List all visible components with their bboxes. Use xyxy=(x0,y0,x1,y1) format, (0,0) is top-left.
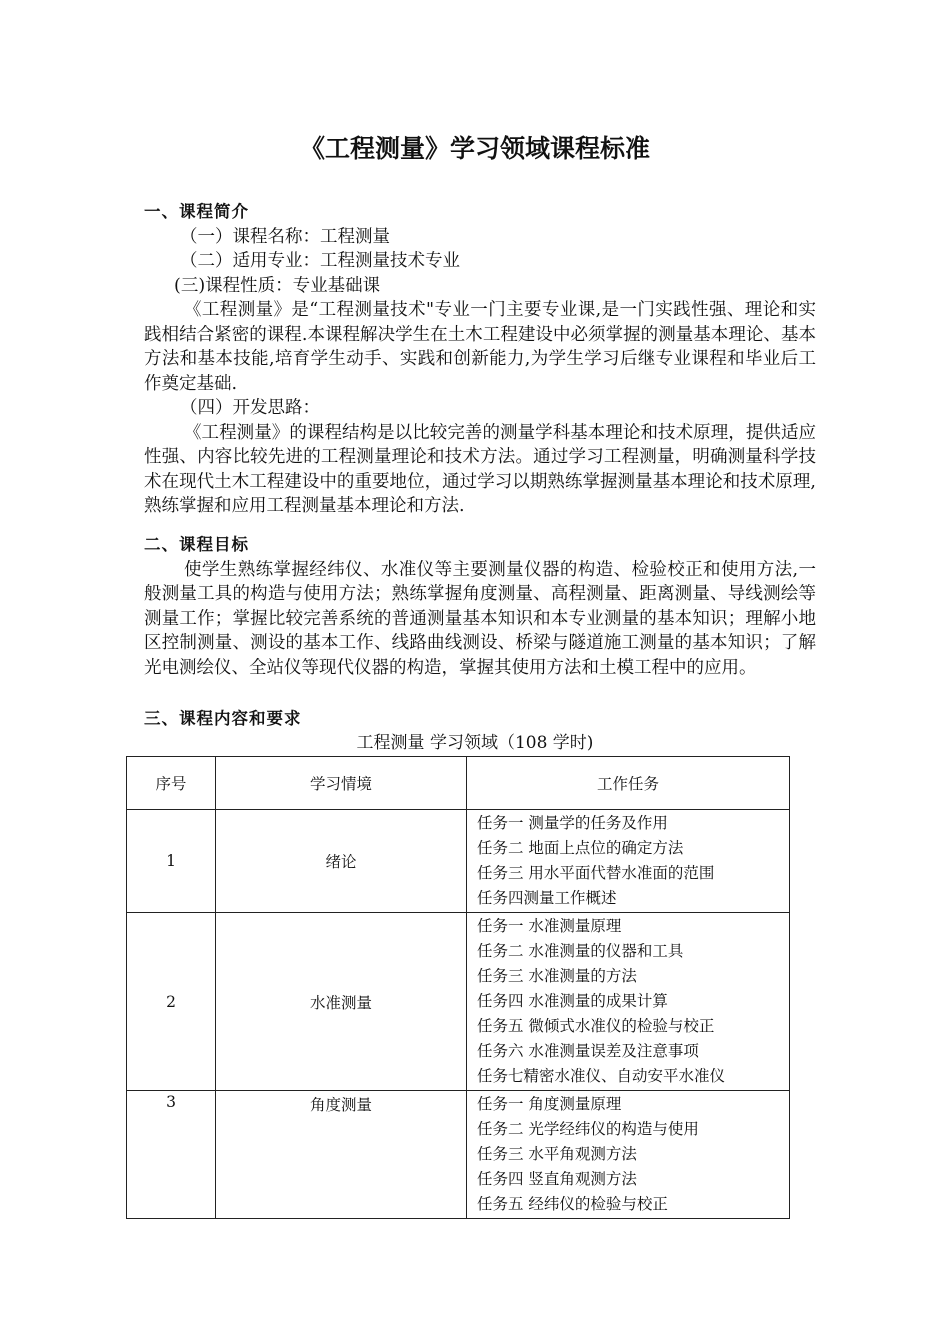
page-title: 《工程测量》学习领域课程标准 xyxy=(299,134,650,163)
section-heading: 三、课程内容和要求 xyxy=(144,709,302,728)
course-nature-line: (三)课程性质：专业基础课 xyxy=(174,275,381,296)
row-situation: 水准测量 xyxy=(216,913,467,1091)
header-cell: 序号 xyxy=(127,757,216,810)
row-tasks xyxy=(467,913,790,1091)
section-heading: 二、课程目标 xyxy=(144,535,249,554)
section-intro xyxy=(144,200,816,519)
row-number: 1 xyxy=(127,810,216,913)
row-situation: 绪论 xyxy=(216,810,467,913)
task-item: 任务三 水准测量的方法 xyxy=(477,967,637,985)
task-item: 任务五 微倾式水准仪的检验与校正 xyxy=(477,1017,715,1035)
task-item: 任务二 地面上点位的确定方法 xyxy=(477,839,684,857)
task-item: 任务一 水准测量原理 xyxy=(477,917,622,935)
task-item: 任务三 用水平面代替水准面的范围 xyxy=(477,864,715,882)
table-header-row xyxy=(127,757,790,810)
task-item: 任务五 经纬仪的检验与校正 xyxy=(477,1195,668,1213)
task-item: 任务二 光学经纬仪的构造与使用 xyxy=(477,1120,699,1138)
goals-paragraph: 使学生熟练掌握经纬仪、水准仪等主要测量仪器的构造、检验校正和使用方法,一般测量工具的构造与使用方法；熟练掌握角度测量、高程测量、距离测量、导线测绘等测量工作；掌握比较完善系统的普通测量基本知识和本专业测量的基本知识；理解小地区控制测量、测设的基本工作、线路曲线测设、桥梁与隧道施工测量的基本知识；了解光电测绘仪、全站仪等现代仪器的构造，掌握其使用方法和土模工程中的应用。 xyxy=(144,559,816,678)
task-item: 任务四 水准测量的成果计算 xyxy=(477,992,668,1010)
section-content xyxy=(144,707,816,732)
dev-approach-paragraph: 《工程测量》的课程结构是以比较完善的测量学科基本理论和技术原理，提供适应性强、内容比较先进的工程测量理论和技术方法。通过学习工程测量，明确测量科学技术在现代土木工程建设中的重要地位，通过学习以期熟练掌握测量基本理论和技术原理,熟练掌握和应用工程测量基本理论和方法. xyxy=(144,422,816,516)
header-cell: 工作任务 xyxy=(467,757,790,810)
task-item: 任务四测量工作概述 xyxy=(477,889,617,907)
row-situation: 角度测量 xyxy=(216,1091,467,1219)
dev-approach-line: （四）开发思路： xyxy=(180,398,320,418)
course-major-line: （二）适用专业：工程测量技术专业 xyxy=(180,251,460,271)
table-row xyxy=(127,810,790,913)
task-item: 任务六 水准测量误差及注意事项 xyxy=(477,1042,699,1060)
task-item: 任务三 水平角观测方法 xyxy=(477,1145,637,1163)
table-caption: 工程测量 学习领域（108 学时) xyxy=(356,733,594,753)
row-tasks xyxy=(467,1091,790,1219)
task-item: 任务四 竖直角观测方法 xyxy=(477,1170,637,1188)
task-item: 任务一 角度测量原理 xyxy=(477,1095,622,1113)
course-nature-paragraph: 《工程测量》是“工程测量技术"专业一门主要专业课,是一门实践性强、理论和实践相结合紧密的课程.本课程解决学生在土木工程建设中必须掌握的测量基本理论、基本方法和基本技能,培育学生动手、实践和创新能力,为学生学习后继专业课程和毕业后工作奠定基础. xyxy=(144,300,816,394)
row-number: 3 xyxy=(127,1091,216,1219)
table-row xyxy=(127,1091,790,1219)
course-name-line: （一）课程名称：工程测量 xyxy=(180,226,390,247)
header-cell: 学习情境 xyxy=(216,757,467,810)
task-item: 任务一 测量学的任务及作用 xyxy=(477,814,668,832)
task-item: 任务二 水准测量的仪器和工具 xyxy=(477,942,684,960)
course-table xyxy=(126,756,790,1219)
section-heading: 一、课程简介 xyxy=(144,202,249,221)
row-tasks xyxy=(467,810,790,913)
row-number: 2 xyxy=(127,913,216,1091)
task-item: 任务七精密水准仪、自动安平水准仪 xyxy=(477,1067,726,1085)
section-goals xyxy=(144,533,816,680)
table-row xyxy=(127,913,790,1091)
